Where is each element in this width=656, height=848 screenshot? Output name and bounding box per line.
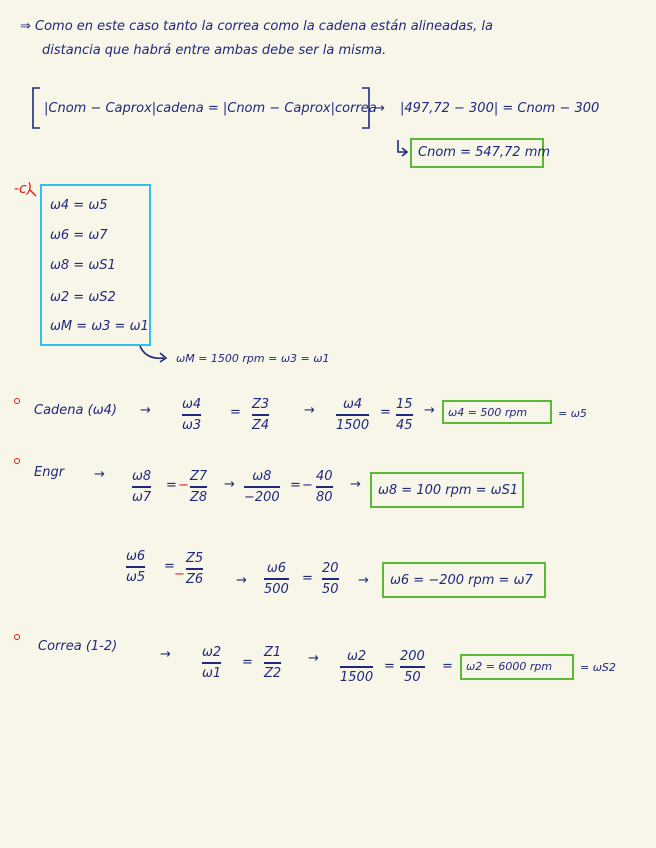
correa-frac-3: ω2 1500 (340, 649, 374, 685)
engr-row1-frac-2: Z7 Z8 (190, 469, 208, 505)
bullet-engr (14, 458, 20, 464)
intro-line-1: ⇒ Como en este caso tanto la correa como la cadena están alineadas, la (20, 19, 493, 34)
engr-row1-frac-3: ω8 −200 (244, 469, 280, 505)
cadena-label: Cadena (ω4) (34, 403, 117, 418)
bullet-cadena (14, 398, 20, 404)
cadena-frac-3: ω4 1500 (336, 397, 370, 433)
correa-frac-4: 200 50 (400, 649, 425, 685)
result-w4-tail: = ω5 (558, 407, 587, 420)
result-w2-tail: = ωS2 (580, 661, 616, 674)
result-w6: ω6 = −200 rpm = ω7 (390, 573, 533, 588)
arrow-icon: → (424, 403, 435, 418)
result-w2: ω2 = 6000 rpm (466, 660, 553, 673)
arrow-icon: → (304, 403, 315, 418)
equation-rhs: |497,72 − 300| = Cnom − 300 (400, 101, 600, 116)
equals-sign: = (164, 559, 175, 574)
correa-frac-1: ω2 ω1 (202, 645, 222, 681)
equation-lhs: |Cnom − Caprox|cadena = |Cnom − Caprox|correa (44, 101, 377, 116)
arrow-icon: → (236, 573, 247, 588)
cadena-frac-2: Z3 Z4 (252, 397, 270, 433)
engr-row2-frac-1: ω6 ω5 (126, 549, 146, 585)
relation-2: ω6 = ω7 (50, 228, 108, 243)
arrow-icon: → (94, 467, 105, 482)
relation-4: ω2 = ωS2 (50, 290, 116, 305)
equation-arrow: → (374, 101, 385, 116)
relation-1: ω4 = ω5 (50, 198, 108, 213)
correa-frac-2: Z1 Z2 (264, 645, 282, 681)
minus-sign: − (174, 567, 185, 582)
engr-row2-frac-3: ω6 500 (264, 561, 289, 597)
engr-label: Engr (34, 465, 65, 480)
bullet-correa (14, 634, 20, 640)
result-w8: ω8 = 100 rpm = ωS1 (378, 483, 519, 498)
result-cnom: Cnom = 547,72 mm (418, 145, 551, 160)
correa-label: Correa (1-2) (38, 639, 118, 654)
equals-sign: = (166, 478, 177, 493)
minus-sign: − (302, 478, 313, 493)
engr-row2-frac-4: 20 50 (322, 561, 339, 597)
arrow-icon: → (358, 573, 369, 588)
engr-row1-frac-4: 40 80 (316, 469, 333, 505)
motor-speed-note: ωM = 1500 rpm = ω3 = ω1 (176, 352, 330, 365)
relation-3: ω8 = ωS1 (50, 258, 116, 273)
arrow-icon: → (140, 403, 151, 418)
equals-sign: = (302, 571, 313, 586)
equals-sign: = (290, 478, 301, 493)
arrow-icon: → (160, 647, 171, 662)
relation-5: ωM = ω3 = ω1 (50, 319, 149, 334)
arrow-icon: → (350, 477, 361, 492)
section-c-label: -c) (14, 181, 33, 197)
equals-sign: = (442, 659, 453, 674)
equals-sign: = (242, 655, 253, 670)
result-w4: ω4 = 500 rpm (448, 406, 528, 419)
intro-line-2: distancia que habrá entre ambas debe ser la misma. (42, 43, 387, 58)
engr-row1-frac-1: ω8 ω7 (132, 469, 152, 505)
cadena-frac-1: ω4 ω3 (182, 397, 202, 433)
equals-sign: = (380, 405, 391, 420)
cadena-frac-4: 15 45 (396, 397, 413, 433)
arrow-icon: → (308, 651, 319, 666)
equals-sign: = (384, 659, 395, 674)
engr-row2-frac-2: Z5 Z6 (186, 551, 204, 587)
equals-sign: = (230, 405, 241, 420)
minus-sign: − (178, 478, 189, 493)
arrow-icon: → (224, 477, 235, 492)
